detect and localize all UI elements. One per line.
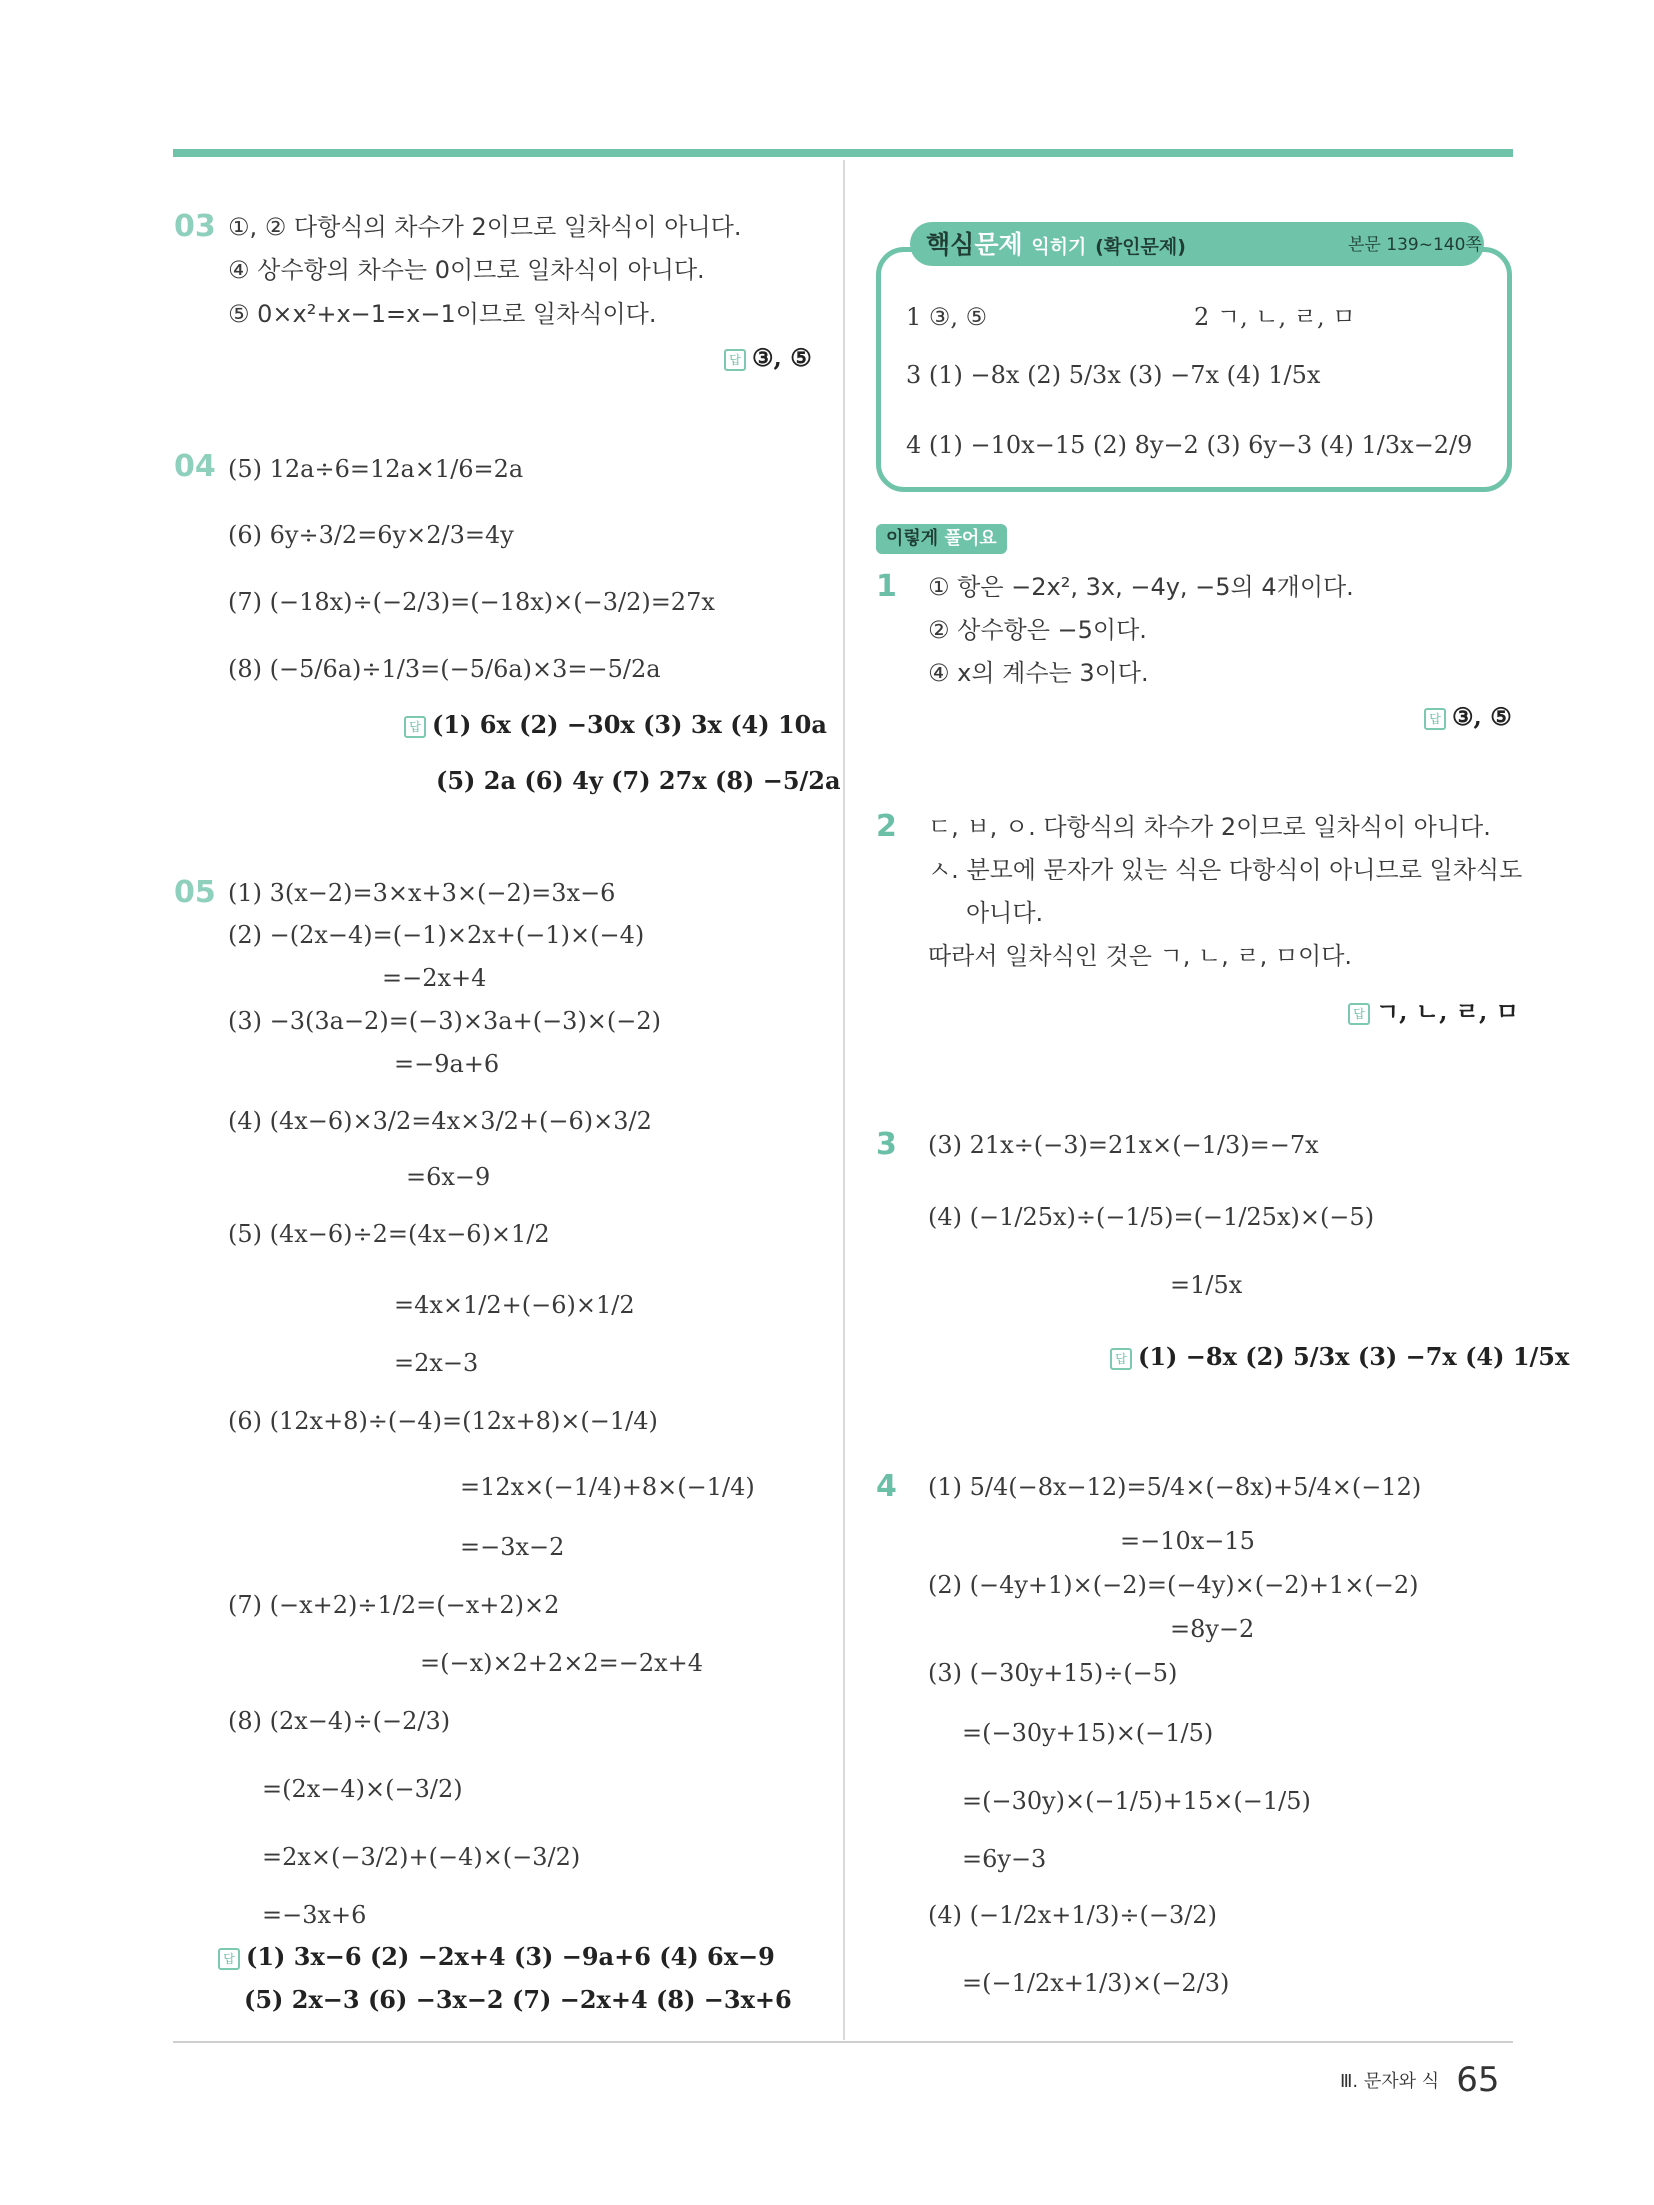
q4-line-9: (4) (−1/2x+1/3)÷(−3/2) [928,1901,1217,1929]
q3-line-2: (4) (−1/25x)÷(−1/5)=(−1/25x)×(−5) [928,1203,1375,1231]
p05-line-5: =−9a+6 [394,1050,500,1078]
p05-line-11: (6) (12x+8)÷(−4)=(12x+8)×(−1/4) [228,1407,658,1435]
p05-line-4: (3) −3(3a−2)=(−3)×3a+(−3)×(−2) [228,1007,662,1035]
q4-line-5: (3) (−30y+15)÷(−5) [928,1659,1178,1687]
answer-mark-icon: 답 [404,716,426,738]
q4-line-6: =(−30y+15)×(−1/5) [962,1719,1214,1747]
p05-line-19: =−3x+6 [262,1901,367,1929]
p05-line-2: (2) −(2x−4)=(−1)×2x+(−1)×(−4) [228,921,645,949]
answer-mark-icon: 답 [1424,708,1446,730]
p05-line-17: =(2x−4)×(−3/2) [262,1775,463,1803]
key-problems-title: 핵심문제 익히기 (확인문제) [926,230,1186,259]
p04-answer-2: (5) 2a (6) 4y (7) 27x (8) −5/2a [436,766,841,795]
p05-line-14: (7) (−x+2)÷1/2=(−x+2)×2 [228,1591,560,1619]
section-label: Ⅲ. 문자와 식 [1340,2071,1440,2092]
q4-line-10: =(−1/2x+1/3)×(−2/3) [962,1969,1230,1997]
solution-tag: 이렇게 풀어요 [876,524,1007,554]
q1-line-3: ④ x의 계수는 3이다. [928,659,1149,687]
p05-line-12: =12x×(−1/4)+8×(−1/4) [460,1473,755,1501]
p03-answer: 답 ③, ⑤ [724,341,812,375]
q4-line-7: =(−30y)×(−1/5)+15×(−1/5) [962,1787,1311,1815]
p04-answer-1: 답 (1) 6x (2) −30x (3) 3x (4) 10a [404,708,827,742]
p04-line-3: (7) (−18x)÷(−2/3)=(−18x)×(−3/2)=27x [228,588,715,616]
q3-line-3: =1/5x [1170,1271,1243,1299]
q2-line-4: 따라서 일차식인 것은 ㄱ, ㄴ, ㄹ, ㅁ이다. [928,942,1353,970]
p05-line-10: =2x−3 [394,1349,479,1377]
p05-line-15: =(−x)×2+2×2=−2x+4 [420,1649,704,1677]
box-answer-1: 1 ③, ⑤ [906,303,988,331]
p04-line-1: (5) 12a÷6=12a×1/6=2a [228,455,524,483]
q2-line-2: ㅅ. 분모에 문자가 있는 식은 다항식이 아니므로 일차식도 [928,856,1523,884]
page-footer [1340,2060,1500,2100]
column-divider [843,160,845,2040]
q1-line-1: ① 항은 −2x², 3x, −4y, −5의 4개이다. [928,573,1354,601]
p05-line-18: =2x×(−3/2)+(−4)×(−3/2) [262,1843,581,1871]
p05-line-9: =4x×1/2+(−6)×1/2 [394,1291,635,1319]
answer-mark-icon: 답 [1348,1003,1370,1025]
box-answer-4: 4 (1) −10x−15 (2) 8y−2 (3) 6y−3 (4) 1/3x−2/9 [906,431,1473,459]
answer-mark-icon: 답 [218,1948,240,1970]
p05-line-1: (1) 3(x−2)=3×x+3×(−2)=3x−6 [228,879,616,907]
box-answer-2: 2 ㄱ, ㄴ, ㄹ, ㅁ [1194,303,1356,331]
key-problems-page-ref: 본문 139~140쪽 [1348,235,1482,255]
p05-answer-2: (5) 2x−3 (6) −3x−2 (7) −2x+4 (8) −3x+6 [244,1985,792,2014]
problem-number-03: 03 [174,209,216,244]
answer-mark-icon: 답 [1110,1348,1132,1370]
p05-answer-1: 답 (1) 3x−6 (2) −2x+4 (3) −9a+6 (4) 6x−9 [218,1940,775,1974]
q4-line-4: =8y−2 [1170,1615,1255,1643]
q4-line-1: (1) 5/4(−8x−12)=5/4×(−8x)+5/4×(−12) [928,1473,1422,1501]
p03-line-2: ④ 상수항의 차수는 0이므로 일차식이 아니다. [228,256,705,284]
bottom-rule [173,2041,1513,2043]
p05-line-3: =−2x+4 [382,964,487,992]
p03-line-3: ⑤ 0×x²+x−1=x−1이므로 일차식이다. [228,300,657,328]
question-number-2: 2 [876,809,897,844]
p04-line-2: (6) 6y÷3/2=6y×2/3=4y [228,521,514,549]
p05-line-8: (5) (4x−6)÷2=(4x−6)×1/2 [228,1220,550,1248]
q1-answer: 답 ③, ⑤ [1424,700,1512,734]
q2-answer: 답 ㄱ, ㄴ, ㄹ, ㅁ [1348,995,1519,1029]
box-answer-3: 3 (1) −8x (2) 5/3x (3) −7x (4) 1/5x [906,361,1321,389]
q2-line-1: ㄷ, ㅂ, ㅇ. 다항식의 차수가 2이므로 일차식이 아니다. [928,813,1491,841]
p03-line-1: ①, ② 다항식의 차수가 2이므로 일차식이 아니다. [228,213,742,241]
p05-line-13: =−3x−2 [460,1533,565,1561]
q4-line-3: (2) (−4y+1)×(−2)=(−4y)×(−2)+1×(−2) [928,1571,1419,1599]
question-number-4: 4 [876,1469,897,1504]
answer-mark-icon: 답 [724,349,746,371]
q1-line-2: ② 상수항은 −5이다. [928,616,1147,644]
problem-number-05: 05 [174,875,216,910]
q4-line-2: =−10x−15 [1120,1527,1255,1555]
p05-line-7: =6x−9 [406,1163,491,1191]
p05-line-6: (4) (4x−6)×3/2=4x×3/2+(−6)×3/2 [228,1107,652,1135]
question-number-1: 1 [876,569,897,604]
page-number: 65 [1456,2060,1500,2100]
p05-line-16: (8) (2x−4)÷(−2/3) [228,1707,451,1735]
q3-answer: 답 (1) −8x (2) 5/3x (3) −7x (4) 1/5x [1110,1340,1569,1374]
q4-line-8: =6y−3 [962,1845,1047,1873]
q2-line-3: 아니다. [966,899,1044,927]
p04-line-4: (8) (−5/6a)÷1/3=(−5/6a)×3=−5/2a [228,655,661,683]
q3-line-1: (3) 21x÷(−3)=21x×(−1/3)=−7x [928,1131,1319,1159]
question-number-3: 3 [876,1127,897,1162]
top-rule [173,149,1513,157]
problem-number-04: 04 [174,449,216,484]
